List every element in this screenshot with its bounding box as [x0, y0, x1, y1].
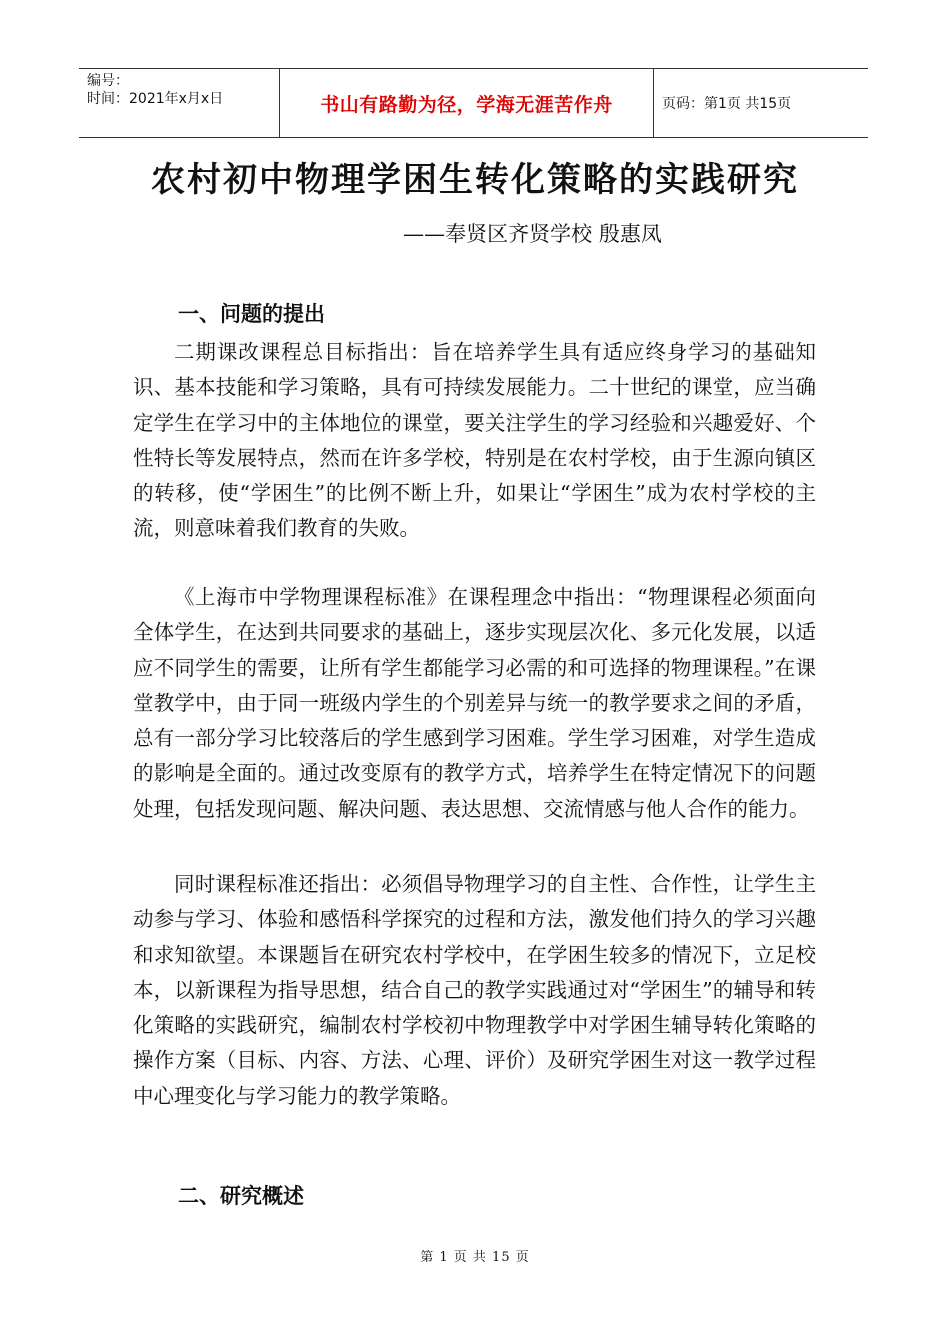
page-footer: 第 1 页 共 15 页 [420, 1250, 530, 1265]
header-page-label: 页码：第1页 共15页 [662, 96, 792, 112]
header-motto: 书山有路勤为径，学海无涯苦作舟 [320, 93, 613, 116]
paragraph-2: 《上海市中学物理课程标准》在课程理念中指出：“物理课程必须面向全体学生，在达到共同要求的基础上，逐步实现层次化、多元化发展，以适应不同学生的需要，让所有学生都能学习必需的和可选择的物理课程。”在课堂教学中，由于同一班级内学生的个别差异与统一的教学要求之间的矛盾，总有一部分学习比较落后的学生感到学习困难。学生学习困难，对学生造成的影响是全面的。通过改变原有的教学方式，培养学生在特定情况下的问题处理，包括发现问题、解决问题、表达思想、交流情感与他人合作的能力。 [133, 585, 816, 821]
document-title: 农村初中物理学困生转化策略的实践研究 [151, 160, 799, 200]
paragraph-3: 同时课程标准还指出：必须倡导物理学习的自主性、合作性，让学生主动参与学习、体验和感悟科学探究的过程和方法，激发他们持久的学习兴趣和求知欲望。本课题旨在研究农村学校中，在学困生较多的情况下，立足校本，以新课程为指导思想，结合自己的教学实践通过对“学困生”的辅导和转化策略的实践研究，编制农村学校初中物理教学中对学困生辅导转化策略的操作方案（目标、内容、方法、心理、评价）及研究学困生对这一教学过程中心理变化与学习能力的教学策略。 [133, 872, 816, 1108]
document-subtitle: ——奉贤区齐贤学校 殷惠凤 [403, 222, 662, 246]
header-info-cell [79, 69, 280, 137]
paragraph-1: 二期课改课程总目标指出：旨在培养学生具有适应终身学习的基础知识、基本技能和学习策略，具有可持续发展能力。二十世纪的课堂，应当确定学生在学习中的主体地位的课堂，要关注学生的学习经验和兴趣爱好、个性特长等发展特点，然而在许多学校，特别是在农村学校，由于生源向镇区的转移，使“学困生”的比例不断上升，如果让“学困生”成为农村学校的主流，则意味着我们教育的失败。 [133, 340, 816, 541]
document-number-label: 编号： [87, 73, 129, 89]
header-table [79, 68, 868, 138]
section-heading-2: 二、研究概述 [178, 1184, 304, 1208]
section-heading-1: 一、问题的提出 [178, 302, 325, 326]
header-page-cell [654, 69, 868, 137]
header-motto-cell [280, 69, 654, 137]
document-date-label: 时间：2021年x月x日 [87, 91, 224, 107]
